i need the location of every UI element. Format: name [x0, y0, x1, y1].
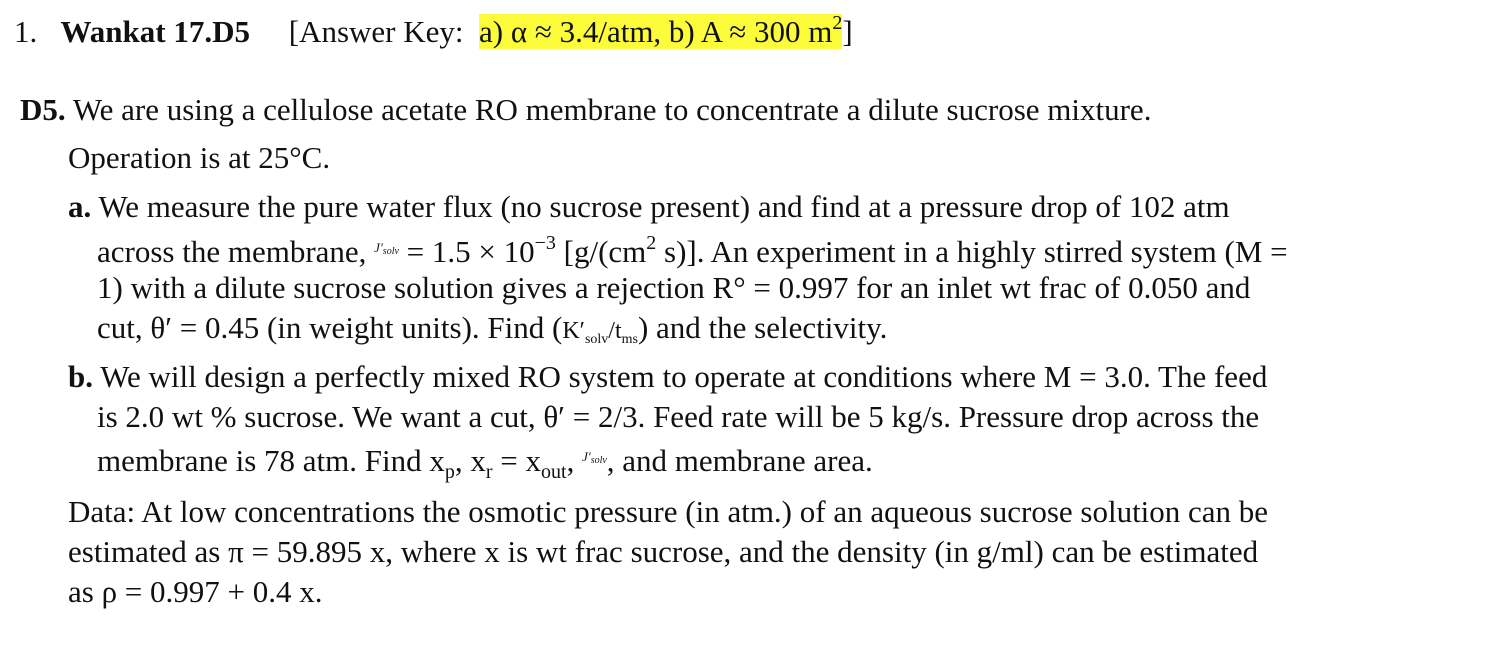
part-b-text-1: We will design a perfectly mixed RO system to operate at conditions where M = 3.0. The feed: [93, 359, 1268, 394]
answer-key-text: a) α ≈ 3.4/atm, b) A ≈ 300 m: [479, 14, 833, 49]
part-b-line-2: [97, 399, 1259, 435]
answer-key-open: [Answer Key:: [288, 14, 464, 49]
part-b-line-3: membrane is 78 atm. Find $x_p$, $x_r = x_{out}$, $^{J'_{solv}}$, and membrane area.: [97, 443, 873, 483]
part-a-text-3: 1) with a dilute sucrose solution gives a rejection R° = 0.997 for an inlet wt frac of 0.050 and: [97, 270, 1251, 305]
flux-symbol: J′solv: [374, 240, 399, 257]
data-line-2: [68, 534, 1258, 570]
part-a-label: a.: [68, 189, 92, 224]
answer-key-sup: 2: [832, 12, 843, 34]
part-a-text-4-post: ) and the selectivity.: [637, 310, 888, 345]
part-b-text-3-post: , and membrane area.: [606, 443, 873, 478]
data-text-1: Data: At low concentrations the osmotic pressure (in atm.) of an aqueous sucrose solution can be: [68, 494, 1269, 529]
answer-key-close: ]: [842, 14, 853, 49]
data-text-2: estimated as π = 59.895 x, where x is wt frac sucrose, and the density (in g/ml) can be estimated: [68, 534, 1259, 569]
part-a-line-4: [97, 310, 887, 349]
problem-label: D5.: [20, 92, 66, 127]
part-a-text-2-post: s)]. An experiment in a highly stirred system (M =: [656, 234, 1288, 269]
part-b-text-3-pre: membrane is 78 atm. Find x: [97, 443, 445, 478]
part-a-text-1: We measure the pure water flux (no sucrose present) and find at a pressure drop of 102 atm: [91, 189, 1230, 224]
intro-text-2: Operation is at 25°C.: [68, 140, 331, 175]
data-line-1: [68, 494, 1268, 530]
permeability-ratio: $K'_{solv}/t_{ms}$: [562, 318, 638, 347]
intro-line-2: [68, 140, 330, 176]
part-a-text-4-pre: cut, θ′ = 0.45 (in weight units). Find (: [97, 310, 563, 345]
part-a-line-3: [97, 270, 1250, 306]
problem-title: Wankat 17.D5: [60, 14, 250, 49]
flux-value: = 1.5 × 10: [398, 234, 535, 269]
flux-unit-sup: 2: [646, 232, 657, 254]
intro-text-1: We are using a cellulose acetate RO membrane to concentrate a dilute sucrose mixture.: [65, 92, 1152, 127]
intro-line-1: [20, 92, 1151, 128]
data-line-3: [68, 574, 323, 610]
answer-key-highlight: [479, 14, 842, 49]
part-b-line-1: [68, 359, 1267, 395]
part-a-line-1: [68, 189, 1230, 225]
xp-sub: p: [444, 461, 455, 483]
flux-exponent: −3: [534, 232, 556, 254]
flux-symbol-b: J′solv: [582, 449, 607, 466]
xout-sub: out: [541, 461, 567, 483]
part-a-line-2: [97, 230, 1288, 270]
data-text-3: as ρ = 0.997 + 0.4 x.: [68, 574, 323, 609]
xr-sub: r: [485, 461, 493, 483]
part-a-text-2-pre: across the membrane,: [97, 234, 375, 269]
flux-unit: [g/(cm: [555, 234, 647, 269]
problem-number: 1.: [14, 14, 38, 49]
part-b-text-2: is 2.0 wt % sucrose. We want a cut, θ′ = 2/3. Feed rate will be 5 kg/s. Pressure drop across the: [97, 399, 1260, 434]
header-line: [14, 14, 853, 50]
part-b-label: b.: [68, 359, 93, 394]
